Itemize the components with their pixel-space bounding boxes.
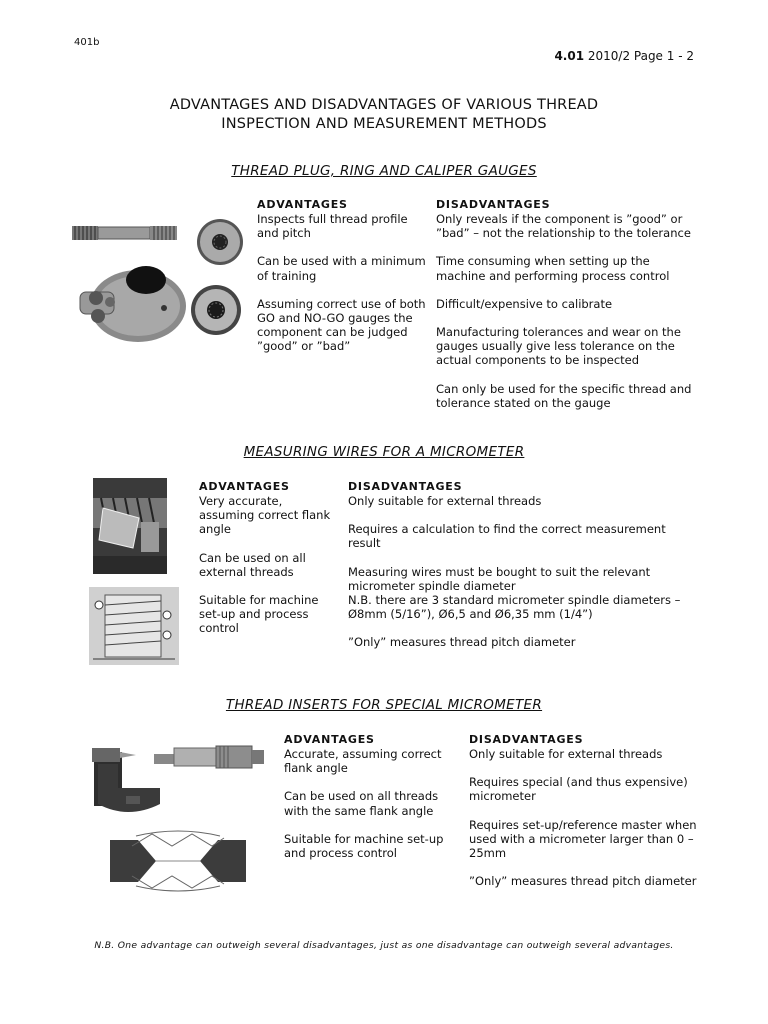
thread-micrometer-image [88, 744, 266, 816]
section-title-inserts: THREAD INSERTS FOR SPECIAL MICROMETER [225, 697, 543, 713]
list-item: Measuring wires must be bought to suit the relevant micrometer spindle diameter [348, 564, 651, 593]
list-item: ”Only” measures thread pitch diameter [469, 874, 697, 889]
page-title [60, 96, 708, 134]
list-item: Accurate, assuming correct flank angle [284, 747, 442, 776]
list-item: Can be used with a minimum of training [257, 254, 426, 283]
caliper-gauge-image [76, 262, 188, 346]
thread-insert-diagram [108, 828, 248, 894]
list-item: Requires set-up/reference master when used with a micrometer larger than 0 – 25mm [469, 817, 697, 861]
disadvantages-heading: DISADVANTAGES [348, 480, 463, 493]
disadvantages-heading: DISADVANTAGES [469, 733, 584, 746]
disadvantages-list [469, 747, 707, 902]
list-item: Can only be used for the specific thread and tolerance stated on the gauge [436, 381, 692, 410]
ring-gauge-nogo-image [189, 283, 243, 337]
page-info: 2010/2 Page 1 - 2 [584, 49, 694, 63]
list-item: Can be used on all external threads [199, 550, 306, 579]
revision-number: 4.01 [554, 49, 585, 63]
footer-note: N.B. One advantage can outweigh several disadvantages, just as one disadvantage can outweigh several advantages. [94, 940, 674, 951]
list-item: N.B. there are 3 standard micrometer spindle diameters – Ø8mm (5/16”), Ø6,5 and Ø6,35 mm (1/4”) [348, 593, 681, 622]
list-item: Requires special (and thus expensive) micrometer [469, 775, 688, 804]
advantages-list [284, 747, 456, 874]
list-item: Only reveals if the component is ”good” or ”bad” – not the relationship to the tolerance [436, 212, 691, 241]
list-item: Inspects full thread profile and pitch [257, 212, 408, 241]
list-item: Very accurate, assuming correct flank angle [199, 494, 331, 537]
disadvantages-heading: DISADVANTAGES [436, 198, 551, 211]
list-item: Can be used on all threads with the same flank angle [284, 789, 439, 818]
list-item: Only suitable for external threads [469, 747, 663, 761]
disadvantages-list [436, 212, 700, 424]
advantages-heading: ADVANTAGES [199, 480, 290, 493]
list-item: Only suitable for external threads [348, 494, 542, 508]
advantages-list [199, 494, 339, 650]
wire-method-diagram [89, 587, 179, 665]
page-reference [554, 49, 694, 63]
advantages-list [257, 212, 429, 368]
title-line-1: ADVANTAGES AND DISADVANTAGES OF VARIOUS THREAD [169, 97, 599, 113]
measuring-wires-photo [93, 478, 167, 574]
title-line-2: INSPECTION AND MEASUREMENT METHODS [221, 116, 547, 132]
list-item: Manufacturing tolerances and wear on the gauges usually give less tolerance on the actual components to be inspected [436, 325, 681, 368]
disadvantages-list [348, 494, 694, 664]
section-title-wires: MEASURING WIRES FOR A MICROMETER [243, 444, 525, 460]
list-item: Assuming correct use of both GO and NO-GO gauges the component can be judged ”good” or ”bad” [257, 296, 426, 354]
list-item: Difficult/expensive to calibrate [436, 296, 613, 311]
plug-gauge-image [72, 222, 177, 244]
list-item: ”Only” measures thread pitch diameter [348, 635, 576, 650]
document-code: 401b [74, 37, 100, 48]
list-item: Requires a calculation to find the correct measurement result [348, 522, 666, 551]
list-item: Suitable for machine set-up and process control [284, 831, 444, 861]
section-title-gauges: THREAD PLUG, RING AND CALIPER GAUGES [231, 163, 537, 179]
advantages-heading: ADVANTAGES [257, 198, 348, 211]
ring-gauge-go-image [195, 217, 245, 267]
list-item: Time consuming when setting up the machine and performing process control [436, 254, 670, 283]
advantages-heading: ADVANTAGES [284, 733, 375, 746]
list-item: Suitable for machine set-up and process control [199, 593, 319, 636]
